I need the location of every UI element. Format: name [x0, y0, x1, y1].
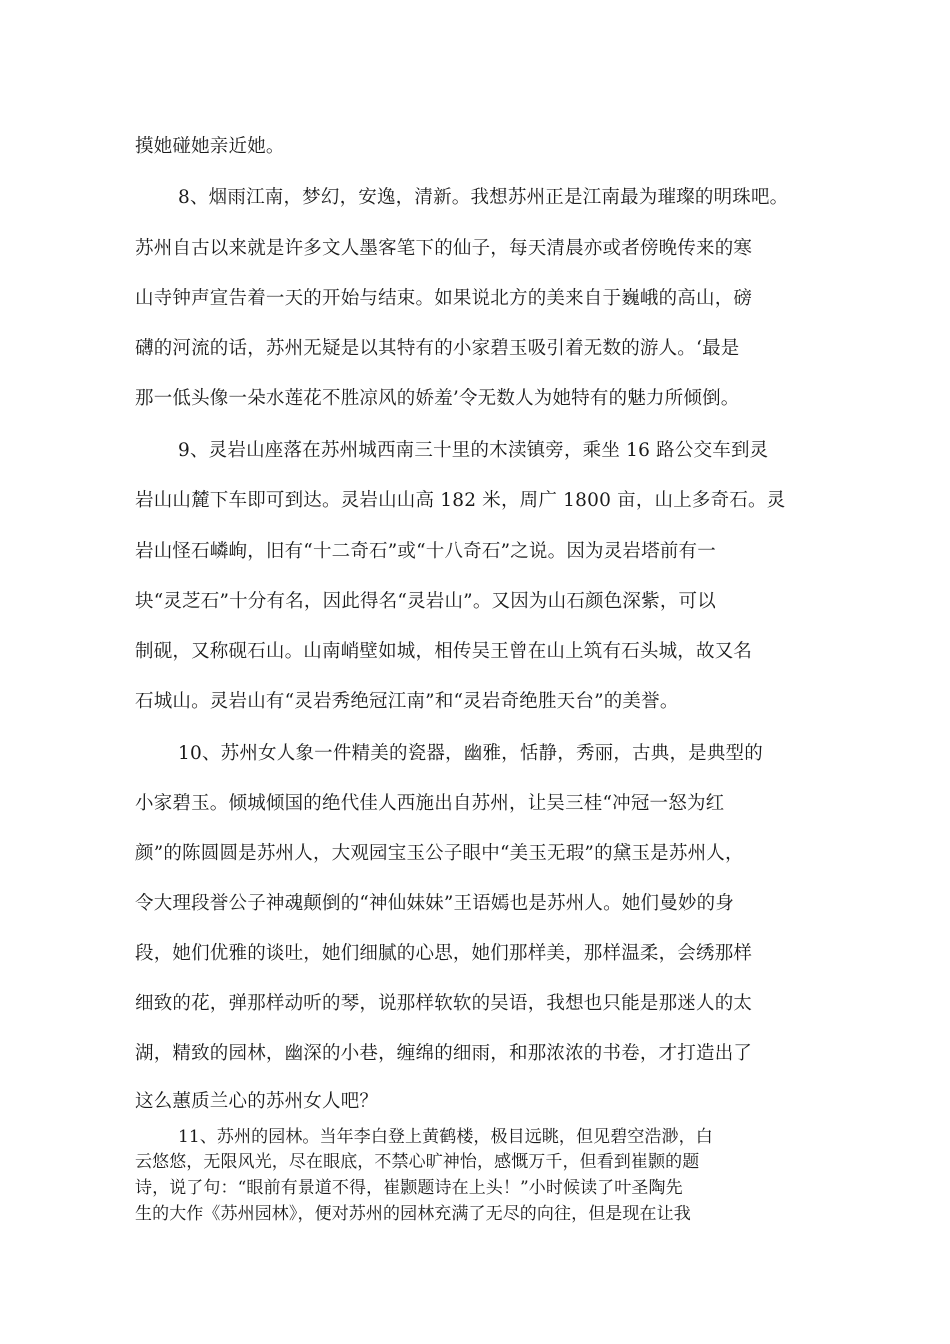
paragraph-line: 岩山山麓下车即可到达。灵岩山山高 182 米，周广 1800 亩，山上多奇石。灵 [135, 490, 786, 511]
paragraph-line: 颜”的陈圆圆是苏州人，大观园宝玉公子眼中“美玉无瑕”的黛玉是苏州人， [135, 843, 744, 864]
paragraph-line: 苏州自古以来就是许多文人墨客笔下的仙子，每天清晨亦或者傍晚传来的寒 [135, 238, 753, 259]
paragraph-line: 生的大作《苏州园林》，便对苏州的园林充满了无尽的向往，但是现在让我 [135, 1204, 691, 1224]
paragraph-line: 诗，说了句：“眼前有景道不得，崔颢题诗在上头！”小时候读了叶圣陶先 [135, 1178, 683, 1198]
paragraph-line: 10、苏州女人象一件精美的瓷器，幽雅，恬静，秀丽，古典，是典型的 [178, 743, 763, 764]
paragraph-line: 制砚，又称砚石山。山南峭壁如城，相传吴王曾在山上筑有石头城，故又名 [135, 641, 753, 662]
paragraph-line: 湖，精致的园林，幽深的小巷，缠绵的细雨，和那浓浓的书卷，才打造出了 [135, 1043, 753, 1064]
paragraph-line: 云悠悠，无限风光，尽在眼底，不禁心旷神怡，感慨万千，但看到崔颢的题 [135, 1152, 700, 1172]
paragraph-line: 礴的河流的话，苏州无疑是以其特有的小家碧玉吸引着无数的游人。‘最是 [135, 338, 740, 359]
paragraph-line: 段，她们优雅的谈吐，她们细腻的心思，她们那样美，那样温柔，会绣那样 [135, 943, 753, 964]
paragraph-line: 11、苏州的园林。当年李白登上黄鹤楼，极目远眺，但见碧空浩渺，白 [178, 1127, 713, 1147]
paragraph-line: 这么蕙质兰心的苏州女人吧？ [135, 1091, 379, 1112]
paragraph-line: 石城山。灵岩山有“灵岩秀绝冠江南”和“灵岩奇绝胜天台”的美誉。 [135, 691, 679, 712]
paragraph-line: 令大理段誉公子神魂颠倒的“神仙妹妹”王语嫣也是苏州人。她们曼妙的身 [135, 893, 735, 914]
paragraph-line: 8、烟雨江南，梦幻，安逸，清新。我想苏州正是江南最为璀璨的明珠吧。 [178, 187, 789, 208]
paragraph-line: 山寺钟声宣告着一天的开始与结束。如果说北方的美来自于巍峨的高山，磅 [135, 288, 753, 309]
paragraph-line: 9、灵岩山座落在苏州城西南三十里的木渎镇旁，乘坐 16 路公交车到灵 [178, 440, 769, 461]
paragraph-line: 岩山怪石嶙峋，旧有“十二奇石”或“十八奇石”之说。因为灵岩塔前有一 [135, 541, 716, 562]
paragraph-line: 细致的花，弹那样动听的琴，说那样软软的吴语，我想也只能是那迷人的太 [135, 993, 753, 1014]
paragraph-line: 块“灵芝石”十分有名，因此得名“灵岩山”。又因为山石颜色深紫，可以 [135, 591, 716, 612]
paragraph-line: 那一低头像一朵水莲花不胜凉风的娇羞’令无数人为她特有的魅力所倾倒。 [135, 388, 740, 409]
paragraph-line: 摸她碰她亲近她。 [135, 136, 285, 157]
paragraph-line: 小家碧玉。倾城倾国的绝代佳人西施出自苏州，让吴三桂“冲冠一怒为红 [135, 793, 725, 814]
